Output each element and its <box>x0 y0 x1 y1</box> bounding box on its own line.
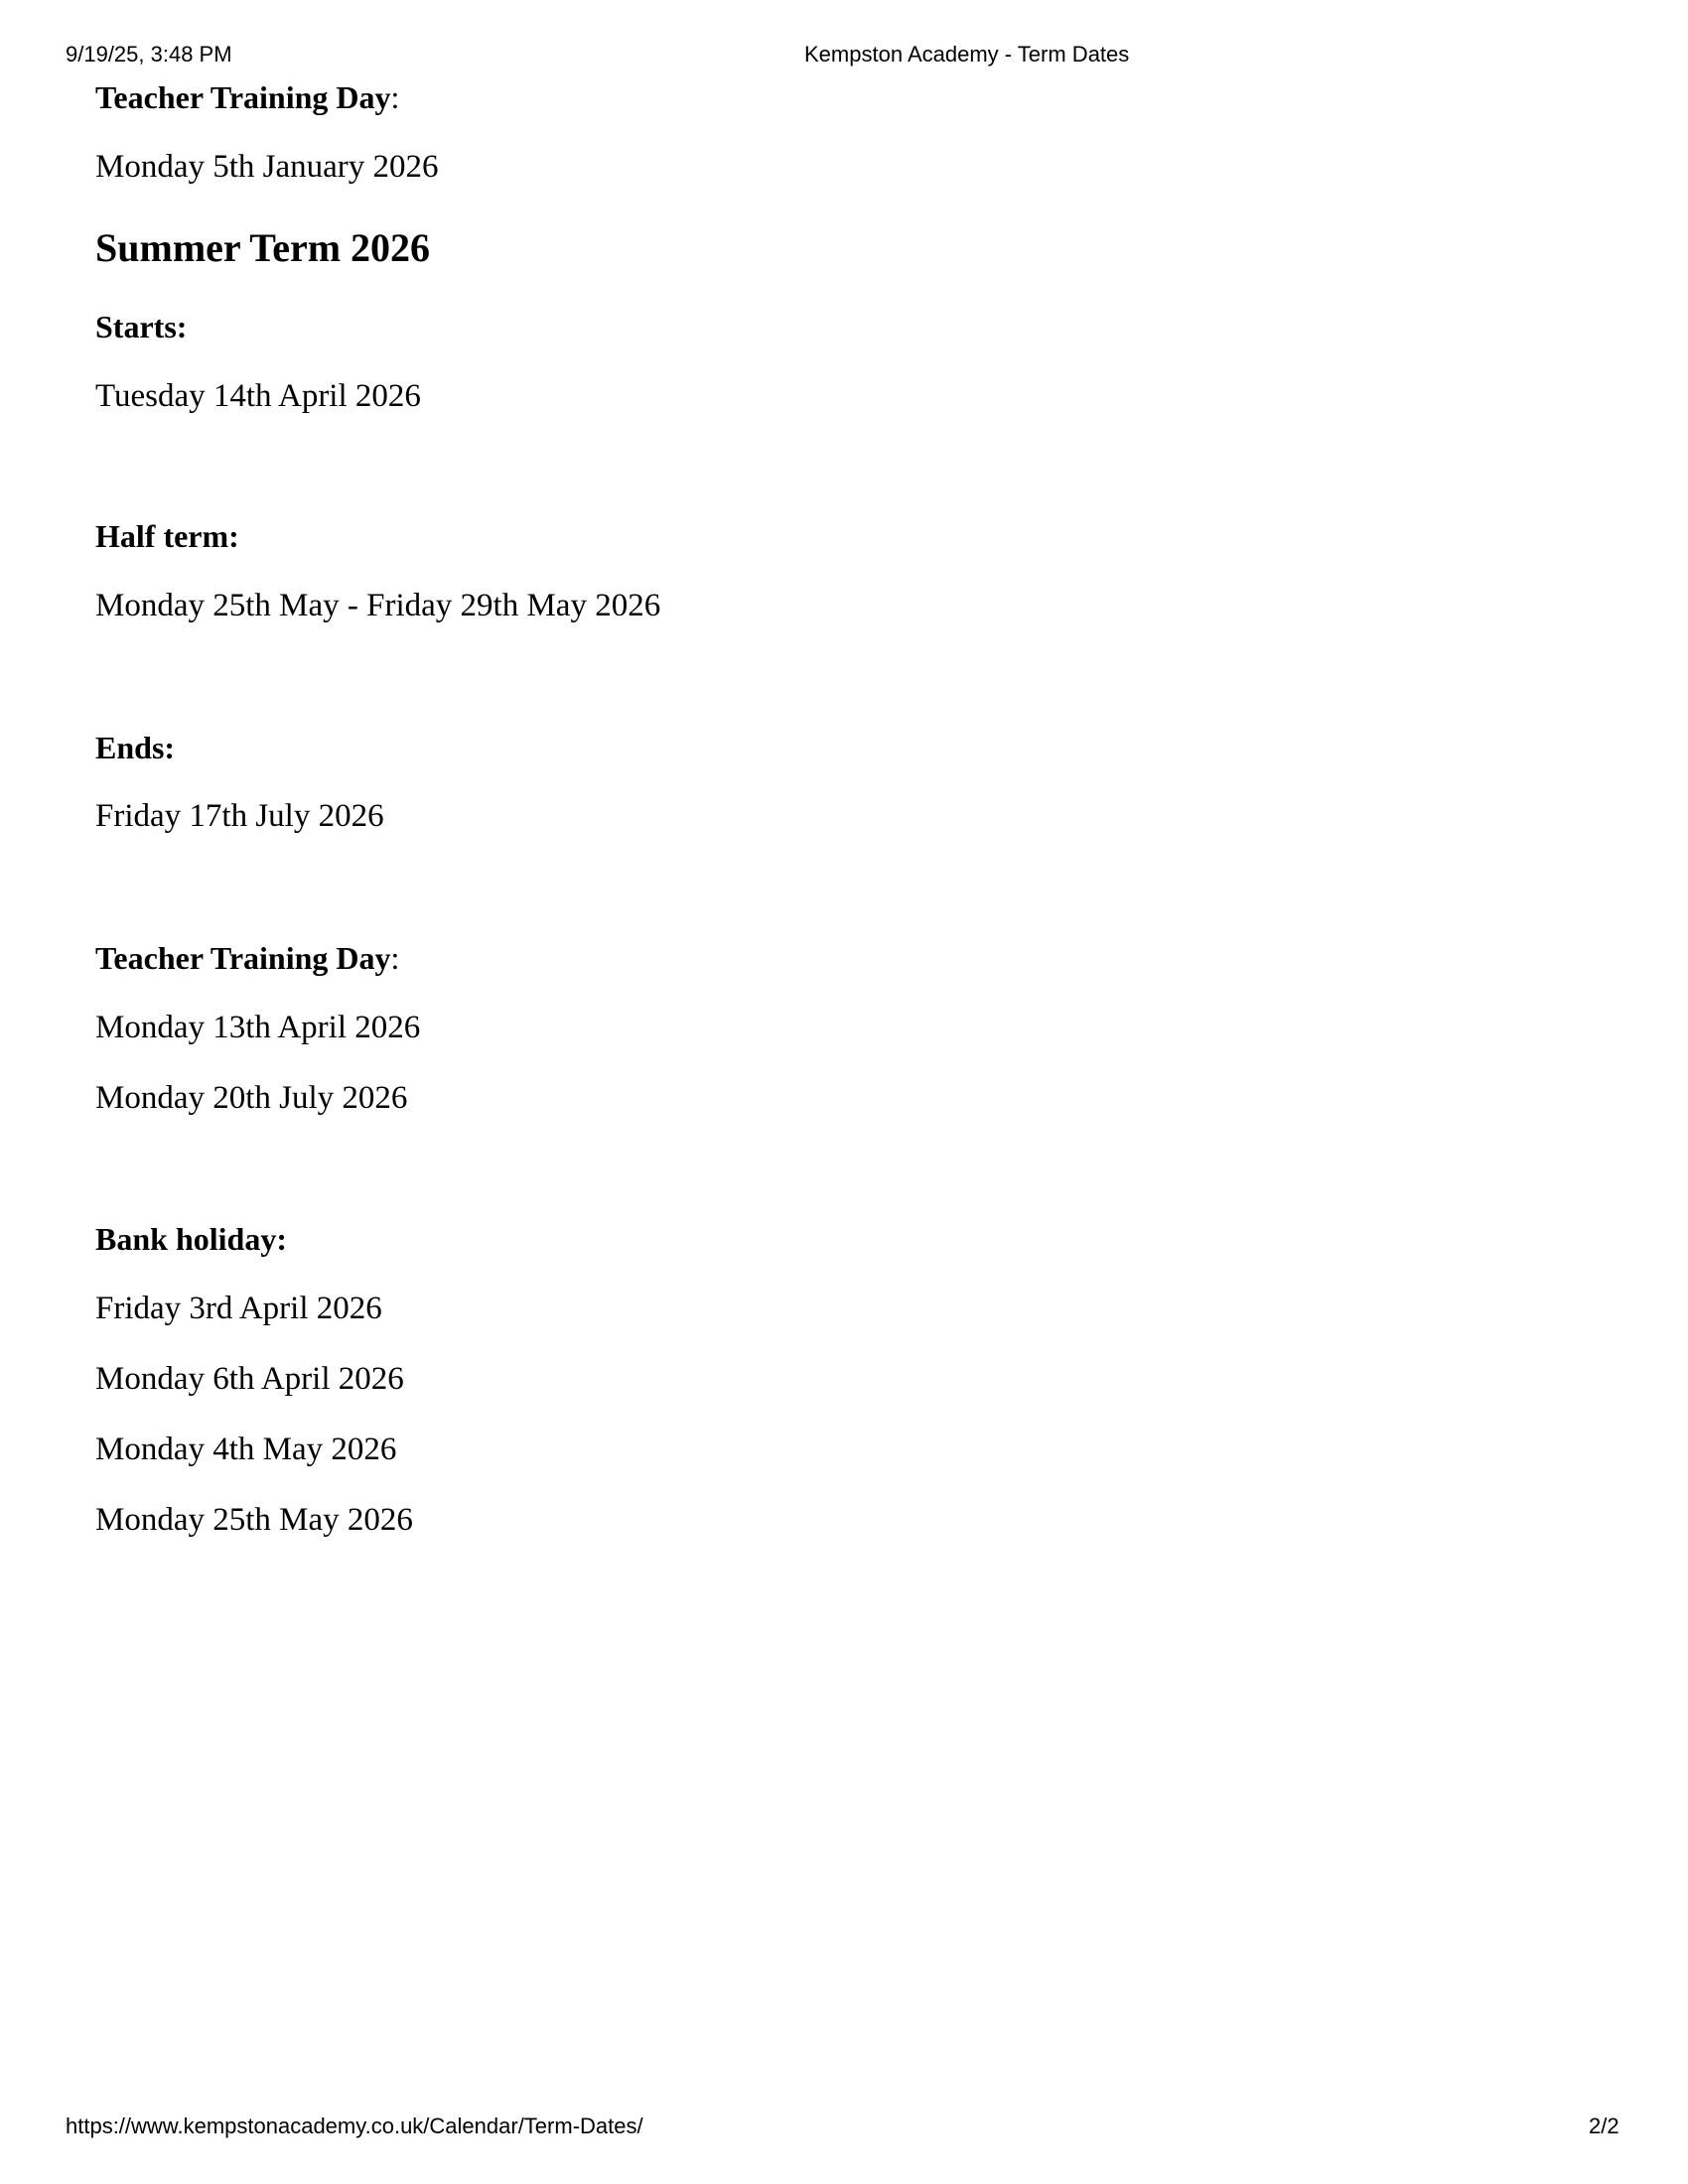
print-url: https://www.kempstonacademy.co.uk/Calendar/Term-Dates/ <box>66 2114 643 2138</box>
starts-label-text: Starts: <box>95 309 188 344</box>
bank-holiday-date: Friday 3rd April 2026 <box>95 1291 382 1326</box>
bank-holiday-date: Monday 25th May 2026 <box>95 1502 413 1538</box>
bank-holiday-label <box>95 1223 287 1255</box>
summer-teacher-training-day-text: Teacher Training Day <box>95 940 391 976</box>
summer-teacher-training-date: Monday 13th April 2026 <box>95 1010 421 1045</box>
bank-holiday-date: Monday 6th April 2026 <box>95 1361 404 1397</box>
half-term-label-text: Half term: <box>95 518 239 554</box>
print-datetime: 9/19/25, 3:48 PM <box>66 42 232 67</box>
label-colon: : <box>390 940 400 976</box>
summer-term-heading: Summer Term 2026 <box>95 225 431 270</box>
ends-label-text: Ends: <box>95 730 176 765</box>
teacher-training-day-text: Teacher Training Day <box>95 79 391 115</box>
ends-date: Friday 17th July 2026 <box>95 798 384 834</box>
half-term-date: Monday 25th May - Friday 29th May 2026 <box>95 588 661 623</box>
teacher-training-date: Monday 5th January 2026 <box>95 149 439 185</box>
starts-label <box>95 311 187 342</box>
bank-holiday-label-text: Bank holiday: <box>95 1221 287 1257</box>
starts-date: Tuesday 14th April 2026 <box>95 378 421 414</box>
summer-teacher-training-date: Monday 20th July 2026 <box>95 1080 408 1116</box>
summer-teacher-training-day-label <box>95 942 399 974</box>
print-page-number: 2/2 <box>1589 2114 1619 2138</box>
ends-label <box>95 732 175 763</box>
bank-holiday-date: Monday 4th May 2026 <box>95 1432 397 1467</box>
print-page-title: Kempston Academy - Term Dates <box>804 42 1130 67</box>
half-term-label <box>95 520 239 552</box>
teacher-training-day-label <box>95 81 399 113</box>
label-colon: : <box>390 79 400 115</box>
